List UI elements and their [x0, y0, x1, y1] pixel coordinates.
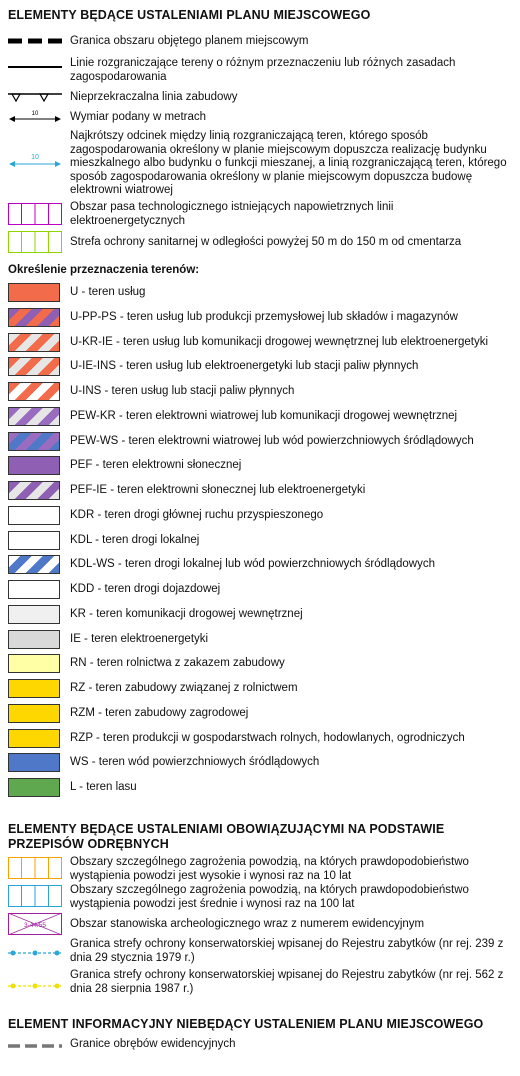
plan-boundary-symbol	[8, 36, 62, 46]
dimension-value: 10	[31, 111, 39, 117]
land-use-swatch	[8, 778, 60, 797]
land-use-swatch	[8, 704, 60, 723]
cadastral-boundary-symbol	[8, 1042, 62, 1050]
flood-zone-100-symbol	[8, 885, 62, 907]
land-use-swatch	[8, 630, 60, 649]
land-use-label: PEF-IE - teren elektrowni słonecznej lub elektroenergetyki	[70, 484, 366, 496]
land-use-label: KDL-WS - teren drogi lokalnej lub wód powierzchniowych śródlądowych	[70, 558, 435, 570]
legend-label-dimension: Wymiar podany w metrach	[70, 111, 207, 123]
section-header-plan: ELEMENTY BĘDĄCE USTALENIAMI PLANU MIEJSCOWEGO	[8, 8, 371, 22]
land-use-label: U-IE-INS - teren usług lub elektroenergetyki lub stacji paliw płynnych	[70, 360, 419, 372]
land-use-swatch	[8, 382, 60, 401]
land-use-label: KDL - teren drogi lokalnej	[70, 534, 200, 546]
land-use-label: WS - teren wód powierzchniowych śródlądowych	[70, 756, 320, 768]
legend-label-power-line-strip: Obszar pasa technologicznego istniejących napowietrznych linii elektroenergetycznych	[70, 201, 394, 227]
land-use-swatch	[8, 407, 60, 426]
land-use-label: RN - teren rolnictwa z zakazem zabudowy	[70, 657, 285, 669]
land-use-label: IE - teren elektroenergetyki	[70, 633, 209, 645]
conservation-zone-yellow-symbol	[8, 981, 62, 991]
land-use-label: RZM - teren zabudowy zagrodowej	[70, 707, 249, 719]
land-use-swatch	[8, 654, 60, 673]
land-use-label: KDD - teren drogi dojazdowej	[70, 583, 221, 595]
section-header-statutory: ELEMENTY BĘDĄCE USTALENIAMI OBOWIĄZUJĄCYMI NA PODSTAWIE PRZEPISÓW ODRĘBNYCH	[8, 822, 445, 851]
land-use-swatch	[8, 283, 60, 302]
land-use-swatch	[8, 456, 60, 475]
land-use-swatch	[8, 308, 60, 327]
land-use-swatch	[8, 333, 60, 352]
land-use-label: RZP - teren produkcji w gospodarstwach rolnych, hodowlanych, ogrodniczych	[70, 732, 465, 744]
archaeological-site-number: 3-44/55	[23, 922, 47, 929]
land-use-label: PEF - teren elektrowni słonecznej	[70, 459, 242, 471]
land-use-swatch	[8, 580, 60, 599]
land-use-subheader: Określenie przeznaczenia terenów:	[8, 264, 200, 276]
legend-label-shortest-segment: Najkrótszy odcinek między linią rozgraniczającą teren, którego sposób zagospodarowania określony w planie miejscowym dopuszcza realizację budynku mieszkalnego albo budynku o funkcji mieszanej, a linią rozgraniczającą teren, którego sposób zagospodarowania określony w planie miejscowym dopuszcza budowę elektrowni wiatrowej	[70, 130, 507, 196]
land-use-label: L - teren lasu	[70, 781, 137, 793]
land-use-label: PEW-KR - teren elektrowni wiatrowej lub komunikacji drogowej wewnętrznej	[70, 410, 458, 422]
legend-label-flood-10: Obszary szczególnego zagrożenia powodzią, na których prawdopodobieństwo wystąpienia powodzi jest wysokie i wynosi raz na 10 lat	[70, 856, 469, 882]
legend-label-boundary: Granica obszaru objętego planem miejscowym	[70, 35, 309, 47]
sanitary-zone-symbol	[8, 231, 62, 253]
power-line-strip-symbol	[8, 203, 62, 225]
legend-label-cadastral: Granice obrębów ewidencyjnych	[70, 1038, 236, 1050]
land-use-swatch	[8, 357, 60, 376]
archaeological-site-symbol	[8, 913, 62, 935]
dimension-symbol	[8, 108, 62, 124]
land-use-swatch	[8, 729, 60, 748]
land-use-swatch	[8, 679, 60, 698]
legend-label-archaeological: Obszar stanowiska archeologicznego wraz z numerem ewidencyjnym	[70, 918, 425, 930]
land-use-label: U-KR-IE - teren usług lub komunikacji drogowej wewnętrznej lub elektroenergetyki	[70, 336, 489, 348]
flood-zone-10-symbol	[8, 857, 62, 879]
shortest-segment-value: 10	[31, 154, 39, 161]
demarcation-line-symbol	[8, 64, 62, 70]
land-use-swatch	[8, 531, 60, 550]
land-use-label: U-PP-PS - teren usług lub produkcji przemysłowej lub składów i magazynów	[70, 311, 458, 323]
legend-label-building-line: Nieprzekraczalna linia zabudowy	[70, 91, 238, 103]
land-use-swatch	[8, 555, 60, 574]
land-use-swatch	[8, 506, 60, 525]
legend-label-sanitary-zone: Strefa ochrony sanitarnej w odległości powyżej 50 m do 150 m od cmentarza	[70, 236, 462, 248]
land-use-swatch	[8, 753, 60, 772]
legend-label-flood-100: Obszary szczególnego zagrożenia powodzią, na których prawdopodobieństwo wystąpienia powodzi jest średnie i wynosi raz na 100 lat	[70, 884, 469, 910]
section-header-informational: ELEMENT INFORMACYJNY NIEBĘDĄCY USTALENIEM PLANU MIEJSCOWEGO	[8, 1017, 484, 1031]
land-use-label: PEW-WS - teren elektrowni wiatrowej lub wód powierzchniowych śródlądowych	[70, 435, 474, 447]
conservation-zone-cyan-symbol	[8, 948, 62, 958]
land-use-label: RZ - teren zabudowy związanej z rolnictwem	[70, 682, 298, 694]
legend-label-demarcation: Linie rozgraniczające tereny o różnym przeznaczeniu lub różnych zasadach zagospodarowania	[70, 57, 456, 83]
land-use-swatch	[8, 432, 60, 451]
land-use-label: KR - teren komunikacji drogowej wewnętrznej	[70, 608, 303, 620]
land-use-swatch	[8, 481, 60, 500]
land-use-swatch	[8, 605, 60, 624]
legend-label-conservation-1979: Granica strefy ochrony konserwatorskiej wpisanej do Rejestru zabytków (nr rej. 239 z dnia 29 stycznia 1979 r.)	[70, 938, 504, 964]
shortest-segment-symbol	[8, 150, 62, 170]
land-use-label: U-INS - teren usług lub stacji paliw płynnych	[70, 385, 295, 397]
legend-label-conservation-1987: Granica strefy ochrony konserwatorskiej wpisanej do Rejestru zabytków (nr rej. 562 z dnia 28 sierpnia 1987 r.)	[70, 969, 504, 995]
land-use-label: U - teren usług	[70, 286, 146, 298]
building-line-symbol	[8, 92, 62, 104]
land-use-label: KDR - teren drogi głównej ruchu przyspieszonego	[70, 509, 324, 521]
